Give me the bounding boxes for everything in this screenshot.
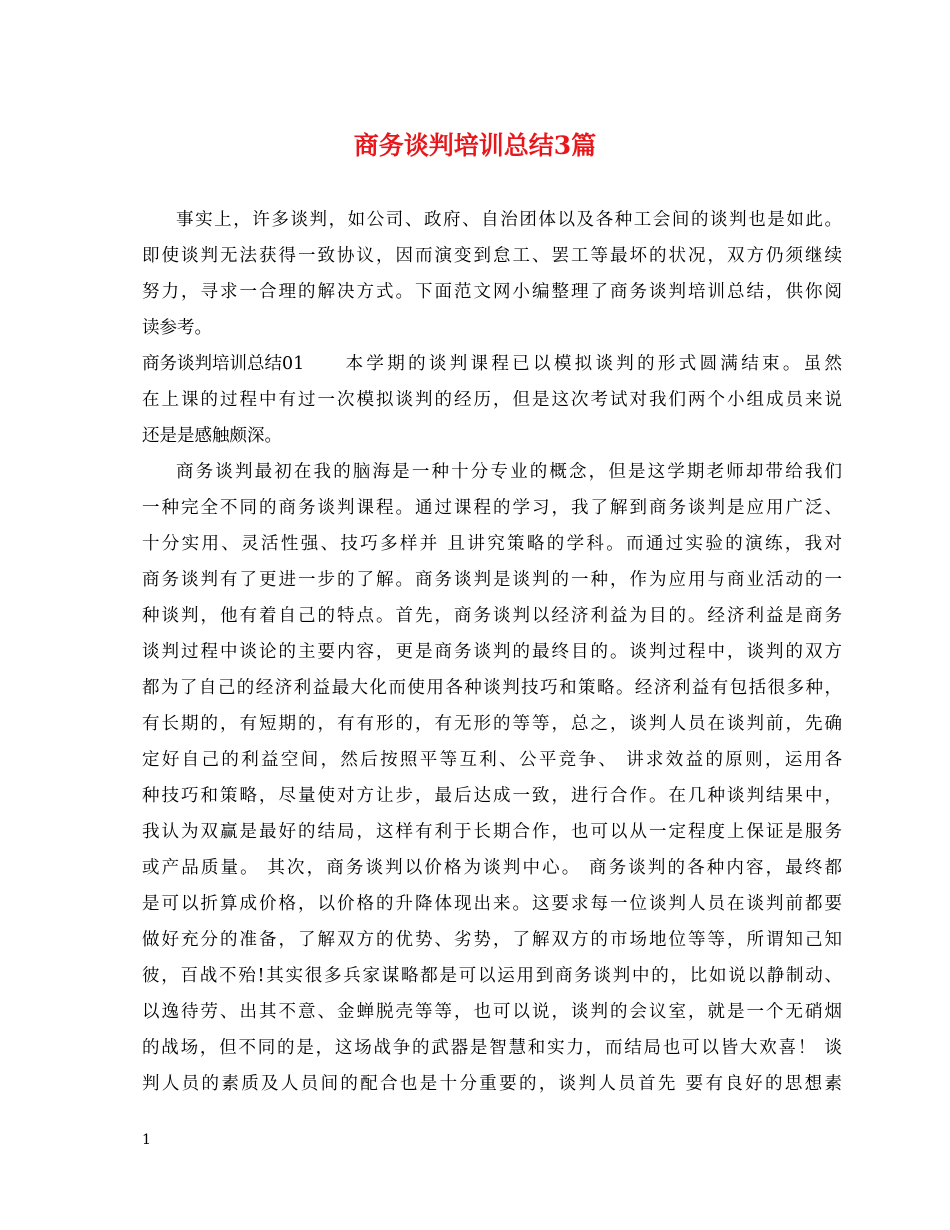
body-line: 定好自己的利益空间，然后按照平等互利、公平竞争、 讲求效益的原则，运用各 (142, 750, 842, 770)
body-line: 或产品质量。 其次，商务谈判以价格为谈判中心。 商务谈判的各种内容，最终都 (142, 858, 842, 878)
body-line: 商务谈判有了更进一步的了解。商务谈判是谈判的一种，作为应用与商业活动的一 (142, 570, 842, 590)
body-line: 谈判过程中谈论的主要内容，更是商务谈判的最终目的。谈判过程中，谈判的双方 (142, 642, 842, 662)
body-line: 是可以折算成价格，以价格的升降体现出来。这要求每一位谈判人员在谈判前都要 (142, 894, 842, 914)
section-line: 在上课的过程中有过一次模拟谈判的经历，但是这次考试对我们两个小组成员来说 (142, 390, 842, 410)
section-first-line (142, 351, 842, 377)
body-line: 我认为双赢是最好的结局，这样有利于长期合作，也可以从一定程度上保证是服务 (142, 822, 842, 842)
body-line: 种技巧和策略，尽量使对方让步，最后达成一致，进行合作。在几种谈判结果中， (142, 786, 842, 806)
body-line: 商务谈判最初在我的脑海是一种十分专业的概念，但是这学期老师却带给我们 (176, 462, 842, 482)
body-line: 十分实用、灵活性强、技巧多样并 且讲究策略的学科。而通过实验的演练，我对 (142, 534, 842, 554)
intro-line: 即使谈判无法获得一致协议，因而演变到怠工、罢工等最坏的状况，双方仍须继续 (142, 246, 842, 266)
body-line: 的战场，但不同的是，这场战争的武器是智慧和实力，而结局也可以皆大欢喜！ 谈 (142, 1038, 842, 1058)
document-title: 商务谈判培训总结3篇 (353, 131, 597, 160)
body-line: 以逸待劳、出其不意、金蝉脱壳等等，也可以说，谈判的会议室，就是一个无硝烟 (142, 1002, 842, 1022)
body-line: 种谈判，他有着自己的特点。首先，商务谈判以经济利益为目的。经济利益是商务 (142, 606, 842, 626)
section-line: 本学期的谈判课程已以模拟谈判的形式圆满结束。虽然 (342, 354, 842, 374)
body-line: 做好充分的准备，了解双方的优势、劣势，了解双方的市场地位等等，所谓知己知 (142, 930, 842, 950)
section-line: 还是是感触颇深。 (142, 426, 282, 446)
section-heading: 商务谈判培训总结01 (142, 354, 305, 374)
body-line: 判人员的素质及人员间的配合也是十分重要的，谈判人员首先 要有良好的思想素 (142, 1074, 842, 1094)
page-number: 1 (142, 1132, 151, 1148)
intro-line: 努力，寻求一合理的解决方式。下面范文网小编整理了商务谈判培训总结，供你阅 (142, 282, 842, 302)
body-line: 都为了自己的经济利益最大化而使用各种谈判技巧和策略。经济利益有包括很多种， (142, 678, 842, 698)
intro-line: 事实上，许多谈判，如公司、政府、自治团体以及各种工会间的谈判也是如此。 (176, 210, 842, 230)
body-line: 彼，百战不殆!其实很多兵家谋略都是可以运用到商务谈判中的，比如说以静制动、 (142, 966, 842, 986)
body-line: 一种完全不同的商务谈判课程。通过课程的学习，我了解到商务谈判是应用广泛、 (142, 498, 842, 518)
intro-line: 读参考。 (142, 318, 212, 338)
body-line: 有长期的，有短期的，有有形的，有无形的等等，总之，谈判人员在谈判前，先确 (142, 714, 842, 734)
